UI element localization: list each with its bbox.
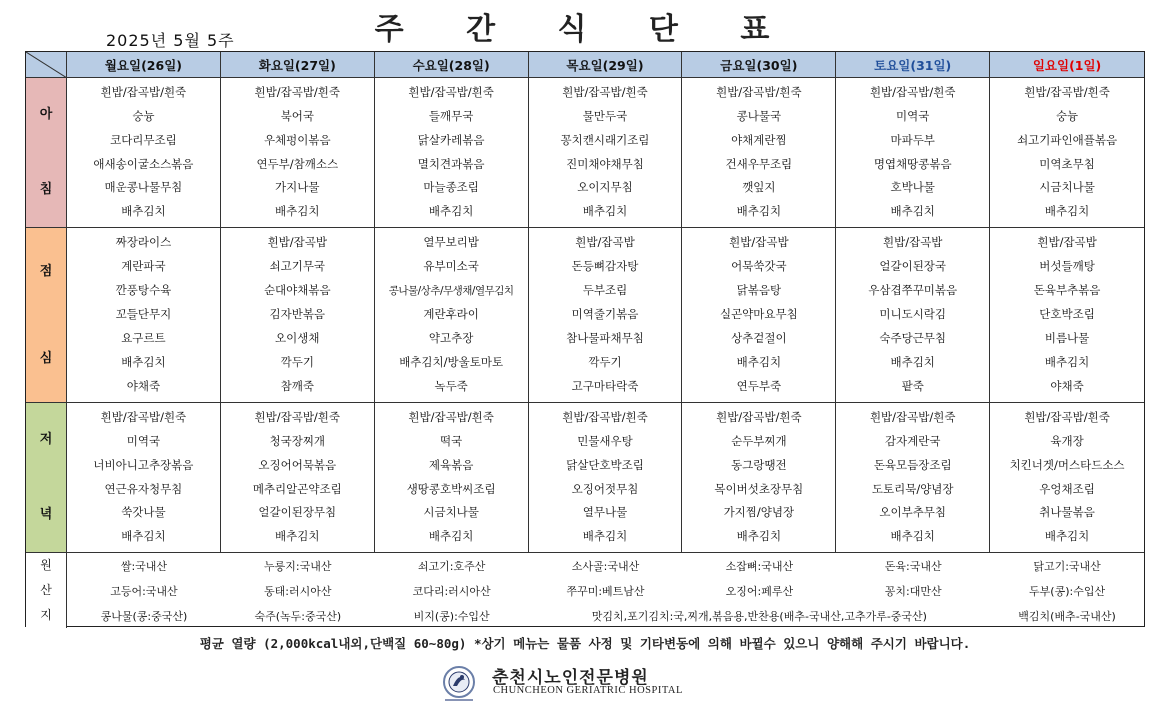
origin-label-char: 지 — [40, 608, 52, 623]
menu-item: 오이지무침 — [577, 180, 633, 195]
menu-item: 메추리알곤약조림 — [252, 481, 342, 496]
menu-cell — [682, 403, 836, 553]
menu-item: 짜장라이스 — [115, 235, 172, 250]
menu-cell — [375, 403, 529, 553]
menu-item: 목이버섯초장무침 — [714, 481, 804, 496]
menu-item: 감자계란국 — [884, 433, 941, 448]
menu-item: 배추김치 — [275, 529, 320, 544]
menu-item: 미역국 — [896, 108, 930, 123]
menu-item: 동그랑땡전 — [731, 457, 787, 472]
menu-item: 미역줄기볶음 — [571, 307, 639, 322]
menu-item: 흰밥/잡곡밥/흰죽 — [100, 85, 187, 100]
menu-item: 배추김치 — [890, 529, 935, 544]
menu-cell — [67, 78, 221, 228]
calorie-note: 평균 열량 (2,000kcal내외,단백질 60~80g) *상기 메뉴는 물품 사정 및 기타변동에 의해 바뀔수 있으니 양해해 주시기 바랍니다. — [199, 636, 971, 651]
menu-item: 약고추장 — [428, 330, 474, 345]
menu-item: 취나물볶음 — [1039, 505, 1095, 520]
origin-item: 비지(콩):수입산 — [413, 609, 490, 623]
meal-label-char: 침 — [39, 181, 53, 197]
menu-item: 흰밥/잡곡밥 — [267, 235, 327, 250]
menu-item: 배추김치 — [1044, 529, 1090, 544]
menu-table — [25, 51, 1145, 627]
menu-item: 흰밥/잡곡밥/흰죽 — [254, 85, 341, 100]
menu-item: 마파두부 — [890, 132, 935, 147]
day-header-sun: 일요일(1일) — [990, 52, 1144, 78]
menu-item: 얼갈이된장국 — [879, 259, 947, 274]
menu-item: 시금치나물 — [423, 505, 479, 520]
menu-item: 흰밥/잡곡밥/흰죽 — [408, 85, 494, 100]
menu-item: 진미채야채무침 — [566, 156, 644, 171]
menu-item: 흰밥/잡곡밥 — [575, 235, 635, 250]
menu-item: 어묵쑥갓국 — [731, 259, 787, 274]
menu-item: 배추김치 — [121, 529, 166, 544]
menu-cell — [221, 78, 375, 228]
day-header-mon: 월요일(26일) — [67, 52, 221, 78]
day-header-fri: 금요일(30일) — [682, 52, 836, 78]
menu-item: 돈육부추볶음 — [1033, 283, 1101, 298]
menu-item: 비름나물 — [1044, 331, 1090, 346]
menu-item: 명엽채땅콩볶음 — [873, 156, 952, 171]
day-header-thu: 목요일(29일) — [529, 52, 683, 78]
origin-item: 소사골:국내산 — [571, 559, 640, 573]
menu-item: 배추김치/방울토마토 — [399, 354, 504, 369]
menu-item: 닭볶음탕 — [736, 283, 782, 298]
menu-item: 생땅콩호박씨조림 — [406, 481, 496, 496]
menu-item: 우삼겹쭈꾸미볶음 — [868, 283, 958, 298]
menu-item: 치킨너겟/머스타드소스 — [1009, 457, 1125, 472]
menu-item: 애새송이굴소스볶음 — [93, 156, 194, 171]
origin-item: 쭈꾸미:베트남산 — [566, 584, 645, 598]
menu-item: 흰밥/잡곡밥/흰죽 — [100, 410, 187, 425]
menu-item: 육개장 — [1050, 433, 1084, 448]
menu-item: 흰밥/잡곡밥/흰죽 — [254, 410, 341, 425]
menu-item: 흰밥/잡곡밥/흰죽 — [716, 85, 802, 100]
menu-item: 야채죽 — [1050, 379, 1084, 394]
menu-cell — [375, 78, 529, 228]
menu-cell — [990, 78, 1144, 228]
meal-label-dinner — [26, 403, 67, 553]
menu-item: 배추김치 — [1044, 204, 1090, 219]
menu-item: 배추김치 — [736, 355, 782, 370]
menu-item: 계란후라이 — [423, 306, 479, 321]
origin-item: 누룽지:국내산 — [264, 559, 332, 573]
menu-item: 시금치나물 — [1039, 180, 1095, 195]
menu-item: 흰밥/잡곡밥/흰죽 — [562, 85, 648, 100]
menu-item: 두부조림 — [582, 283, 628, 298]
menu-item: 상추겉절이 — [731, 331, 787, 346]
menu-item: 깐풍탕수육 — [115, 283, 172, 298]
menu-item: 연두부죽 — [736, 379, 782, 394]
menu-item: 흰밥/잡곡밥 — [729, 235, 789, 250]
menu-item: 녹두죽 — [434, 379, 468, 394]
origin-area — [67, 553, 1144, 628]
menu-item: 제육볶음 — [428, 457, 474, 472]
hospital-name-ko: 춘천시노인전문병원 — [492, 668, 649, 688]
menu-item: 얼갈이된장무침 — [258, 505, 337, 520]
menu-item: 물만두국 — [582, 108, 628, 123]
menu-item: 흰밥/잡곡밥 — [883, 235, 943, 250]
menu-item: 요구르트 — [121, 331, 166, 346]
origin-item: 콩나물(콩:중국산) — [100, 609, 188, 623]
menu-item: 깻잎지 — [742, 180, 776, 195]
menu-cell — [836, 403, 990, 553]
menu-item: 배추김치 — [121, 204, 166, 219]
menu-cell — [682, 228, 836, 403]
menu-item: 단호박조림 — [1039, 307, 1095, 322]
menu-item: 우엉채조림 — [1039, 481, 1095, 496]
menu-item: 매운콩나물무침 — [104, 180, 183, 195]
menu-item: 청국장찌개 — [269, 433, 326, 448]
menu-item: 열무나물 — [582, 505, 628, 520]
origin-label-char: 산 — [40, 583, 52, 598]
origin-item: 두부(콩):수입산 — [1029, 584, 1106, 598]
corner-cell — [26, 52, 67, 78]
menu-item: 닭살카레볶음 — [417, 132, 485, 147]
menu-item: 흰밥/잡곡밥 — [1037, 235, 1097, 250]
menu-item: 숭늉 — [132, 108, 155, 123]
origin-item: 백김치(배추-국내산) — [1018, 609, 1116, 623]
menu-item: 흰밥/잡곡밥/흰죽 — [1024, 410, 1110, 425]
origin-item: 쇠고기:호주산 — [417, 559, 486, 573]
menu-item: 연두부/참깨소스 — [256, 156, 339, 171]
menu-item: 흰밥/잡곡밥/흰죽 — [408, 410, 494, 425]
origin-item: 소잡뼈:국내산 — [725, 559, 794, 573]
menu-item: 콩나물/상추/무생채/열무김치 — [388, 284, 514, 297]
menu-item: 순대야채볶음 — [263, 283, 331, 298]
menu-item: 미역초무침 — [1039, 156, 1095, 171]
menu-item: 계란파국 — [121, 259, 166, 274]
origin-label-char: 원 — [40, 558, 52, 573]
menu-item: 고구마타락죽 — [571, 379, 639, 394]
origin-item: 돈육:국내산 — [884, 559, 942, 573]
menu-item: 돈등뼈감자탕 — [571, 259, 639, 274]
menu-item: 배추김치 — [736, 529, 782, 544]
menu-item: 가지나물 — [275, 180, 320, 195]
menu-cell — [990, 228, 1144, 403]
menu-item: 숭늉 — [1055, 108, 1079, 123]
menu-item: 흰밥/잡곡밥/흰죽 — [1024, 85, 1110, 100]
menu-item: 참깨죽 — [280, 379, 314, 394]
hospital-logo-icon — [439, 664, 479, 704]
menu-item: 숙주당근무침 — [879, 331, 947, 346]
menu-item: 배추김치 — [736, 204, 782, 219]
day-header-tue: 화요일(27일) — [221, 52, 375, 78]
menu-item: 가지찜/양념장 — [723, 505, 795, 520]
menu-item: 야채계란찜 — [731, 132, 787, 147]
menu-item: 흰밥/잡곡밥/흰죽 — [562, 410, 648, 425]
meal-label-char: 심 — [39, 350, 53, 366]
origin-item: 꽁치:대만산 — [884, 584, 942, 598]
menu-cell — [682, 78, 836, 228]
menu-item: 오징어어묵볶음 — [258, 457, 337, 472]
menu-item: 야채죽 — [126, 379, 161, 394]
origin-item: 닭고기:국내산 — [1033, 559, 1101, 573]
menu-item: 미니도시락김 — [879, 307, 947, 322]
day-header-wed: 수요일(28일) — [375, 52, 529, 78]
menu-cell — [529, 403, 683, 553]
origin-item: 코다리:러시아산 — [412, 584, 491, 598]
menu-item: 깍두기 — [280, 355, 314, 370]
origin-item: 동태:러시아산 — [264, 584, 332, 598]
menu-item: 꼬들단무지 — [115, 307, 172, 322]
day-header-sat: 토요일(31일) — [836, 52, 990, 78]
menu-item: 연근유자청무침 — [104, 481, 183, 496]
menu-item: 떡국 — [440, 433, 463, 448]
menu-item: 오이생채 — [275, 331, 320, 346]
menu-item: 미역국 — [126, 433, 161, 448]
diagonal-line-icon — [26, 52, 67, 78]
menu-cell — [375, 228, 529, 403]
menu-item: 배추김치 — [890, 204, 935, 219]
origin-item: 쌀:국내산 — [120, 559, 168, 573]
menu-cell — [221, 228, 375, 403]
menu-item: 오징어젓무침 — [571, 481, 639, 496]
menu-item: 흰밥/잡곡밥/흰죽 — [869, 410, 956, 425]
menu-item: 건새우무조림 — [725, 156, 793, 171]
page-title: 주 간 식 단 표 — [374, 12, 796, 47]
menu-item: 민물새우탕 — [577, 433, 633, 448]
meal-label-char: 녁 — [39, 506, 53, 522]
menu-item: 깍두기 — [588, 355, 622, 370]
menu-item: 흰밥/잡곡밥/흰죽 — [869, 85, 956, 100]
menu-item: 열무보리밥 — [423, 235, 479, 250]
menu-cell — [221, 403, 375, 553]
menu-cell — [836, 78, 990, 228]
menu-item: 김자반볶음 — [269, 307, 326, 322]
menu-item: 배추김치 — [582, 529, 628, 544]
menu-item: 배추김치 — [1044, 355, 1090, 370]
menu-cell — [529, 78, 683, 228]
menu-item: 닭살단호박조림 — [566, 457, 644, 472]
menu-cell — [990, 403, 1144, 553]
menu-cell — [836, 228, 990, 403]
menu-item: 코다리무조림 — [110, 132, 177, 147]
menu-item: 배추김치 — [121, 355, 166, 370]
week-label: 2025년 5월 5주 — [106, 31, 235, 50]
menu-item: 배추김치 — [428, 529, 474, 544]
origin-item: 숙주(녹두:중국산) — [254, 609, 342, 623]
menu-item: 멸치견과볶음 — [417, 156, 485, 171]
meal-label-char: 점 — [39, 263, 53, 279]
menu-item: 쑥갓나물 — [121, 505, 166, 520]
menu-item: 돈육모듬장조림 — [873, 457, 952, 472]
menu-item: 팥죽 — [901, 379, 924, 394]
menu-cell — [67, 228, 221, 403]
menu-item: 순두부찌개 — [731, 433, 787, 448]
menu-item: 들깨무국 — [428, 108, 474, 123]
meal-label-char: 아 — [39, 107, 53, 123]
meal-label-lunch — [26, 228, 67, 403]
meal-label-breakfast — [26, 78, 67, 228]
menu-item: 호박나물 — [890, 180, 935, 195]
meal-label-char: 저 — [39, 432, 53, 448]
hospital-name-en: CHUNCHEON GERIATRIC HOSPITAL — [493, 685, 683, 696]
menu-item: 너비아니고추장볶음 — [93, 457, 194, 472]
origin-item: 오징어:페루산 — [725, 584, 794, 598]
menu-item: 버섯들깨탕 — [1039, 259, 1095, 274]
menu-item: 흰밥/잡곡밥/흰죽 — [716, 410, 802, 425]
menu-item: 오이부추무침 — [879, 505, 947, 520]
origin-item: 고등어:국내산 — [110, 584, 178, 598]
menu-item: 우체펑이볶음 — [263, 132, 331, 147]
menu-item: 유부미소국 — [423, 259, 479, 274]
menu-item: 배추김치 — [890, 355, 935, 370]
menu-item: 배추김치 — [582, 204, 628, 219]
origin-item: 맛김치,포기김치:국,찌개,볶음용,반찬용(배추-국내산,고추가루-중국산) — [591, 609, 927, 623]
menu-item: 꽁치캔시래기조림 — [560, 132, 650, 147]
menu-item: 배추김치 — [275, 204, 320, 219]
menu-item: 참나물파채무침 — [566, 331, 644, 346]
menu-item: 쇠고기무국 — [269, 259, 326, 274]
menu-cell — [67, 403, 221, 553]
menu-item: 쇠고기파인애플볶음 — [1017, 132, 1118, 147]
menu-item: 도토리묵/양념장 — [871, 481, 954, 496]
menu-item: 콩나물국 — [736, 108, 782, 123]
menu-item: 실곤약마요무침 — [719, 307, 798, 322]
menu-cell — [529, 228, 683, 403]
menu-item: 북어국 — [280, 108, 314, 123]
origin-label — [26, 553, 67, 628]
menu-item: 마늘종조림 — [423, 180, 479, 195]
menu-item: 배추김치 — [428, 204, 474, 219]
